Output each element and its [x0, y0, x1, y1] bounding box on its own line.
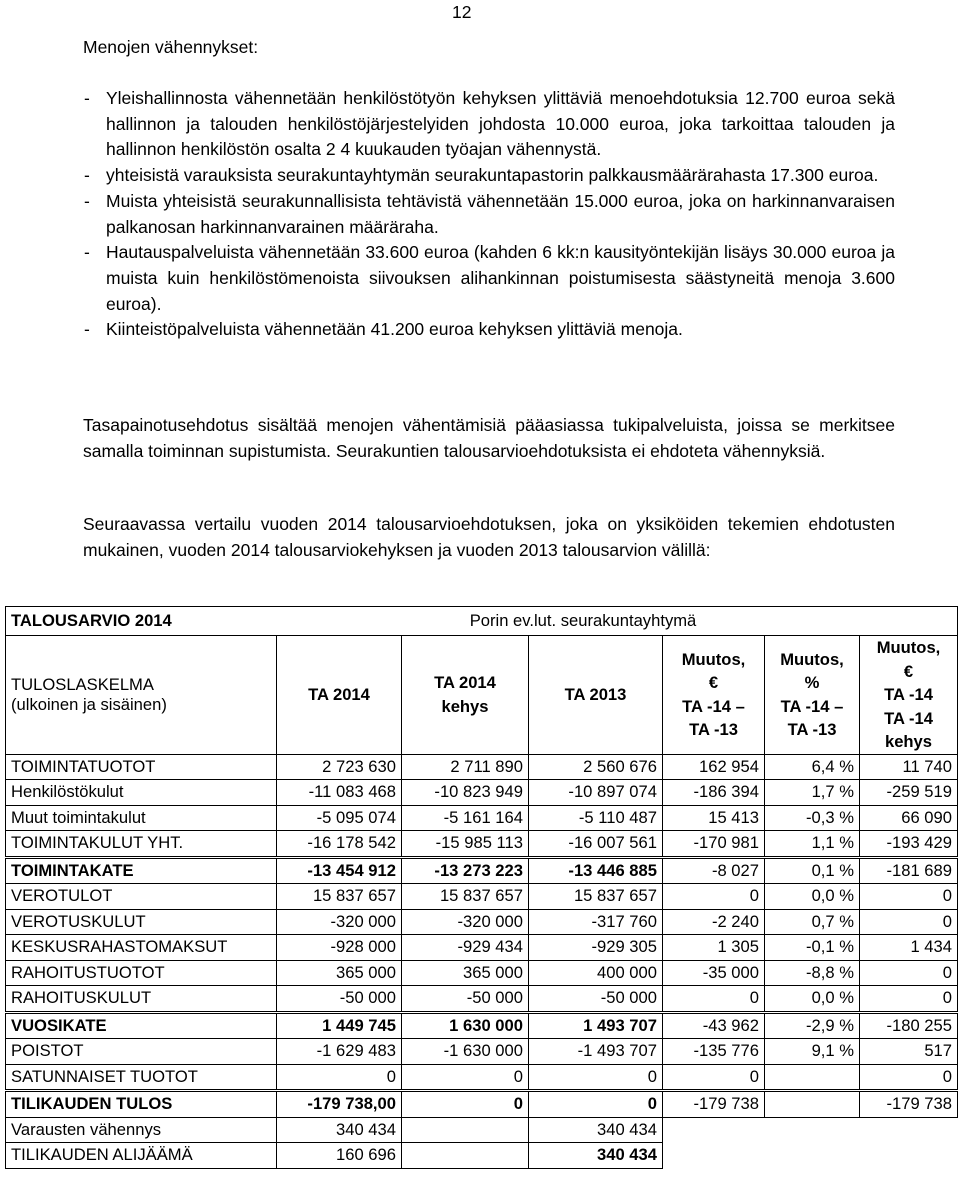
cell-ta2014: 0	[277, 1064, 402, 1091]
cell-ta2014-kehys: 1 630 000	[402, 1012, 529, 1039]
table-title-row	[6, 607, 958, 636]
table-row	[6, 780, 958, 806]
dash-bullet: -	[84, 190, 90, 211]
cell-change-eur: 0	[663, 1064, 765, 1091]
cell-change-kehys: 517	[860, 1039, 958, 1065]
row-label: SATUNNAISET TUOTOT	[6, 1064, 277, 1091]
cell-change-pct: -8,8 %	[765, 960, 860, 986]
empty-cell	[860, 607, 958, 636]
col-header-ta2014-kehys	[402, 636, 529, 755]
cell-ta2014: 2 723 630	[277, 754, 402, 780]
cell-ta2014-kehys: 365 000	[402, 960, 529, 986]
table-row	[6, 986, 958, 1013]
dash-bullet: -	[84, 165, 90, 186]
header-line: kehys	[441, 696, 489, 716]
section-heading: Menojen vähennykset:	[83, 37, 259, 57]
cell-change-kehys: 11 740	[860, 754, 958, 780]
header-line: €	[903, 661, 914, 681]
cell-ta2013: 2 560 676	[529, 754, 663, 780]
cell-ta2013: -5 110 487	[529, 805, 663, 831]
cell-ta2013: 15 837 657	[529, 884, 663, 910]
cell-change-pct: 0,0 %	[765, 884, 860, 910]
list-item-text: Kiinteistöpalveluista vähennetään 41.200 euroa kehyksen ylittäviä menoja.	[106, 319, 683, 340]
cell-ta2014: -13 454 912	[277, 857, 402, 884]
row-label: RAHOITUSKULUT	[6, 986, 277, 1013]
empty-cell	[765, 607, 860, 636]
cell-change-eur: -35 000	[663, 960, 765, 986]
cell-change-pct: -2,9 %	[765, 1012, 860, 1039]
table-title: TALOUSARVIO 2014	[6, 607, 277, 636]
budget-table	[5, 606, 958, 1169]
cell-ta2013: 1 493 707	[529, 1012, 663, 1039]
cell-change-kehys: -180 255	[860, 1012, 958, 1039]
table-row	[6, 1091, 958, 1118]
table-row	[6, 1039, 958, 1065]
list-item-text: Yleishallinnosta vähennetään henkilöstötyön kehyksen ylittäviä menoehdotuksia 12.700 euroa sekä hallinnon ja talouden henkilöstöjärjestelyiden johdosta 10.000 euroa, joka tarkoittaa talouden ja hallinnon henkilöstön osalta 2 4 kuukauden työajan vähennystä.	[106, 88, 895, 160]
header-line: Muutos,	[681, 649, 746, 669]
cell-ta2014: -16 178 542	[277, 831, 402, 858]
table-row	[6, 831, 958, 858]
row-label: TOIMINTAKULUT YHT.	[6, 831, 277, 858]
cell-change-eur: 15 413	[663, 805, 765, 831]
cell-change-pct: 1,7 %	[765, 780, 860, 806]
cell-ta2013: -317 760	[529, 909, 663, 935]
cell-change-eur: 162 954	[663, 754, 765, 780]
cell-ta2014-kehys: -15 985 113	[402, 831, 529, 858]
cell-change-pct	[765, 1064, 860, 1091]
cell-change-kehys: -179 738	[860, 1091, 958, 1118]
list-item	[83, 163, 895, 189]
list-item-text: Muista yhteisistä seurakunnallisista tehtävistä vähennetään 15.000 euroa, joka on harkinnanvaraisen palkanosan harkinnanvarainen määräraha.	[106, 190, 895, 237]
cell-ta2014: 160 696	[277, 1143, 402, 1169]
col-header-ta2014: TA 2014	[277, 636, 402, 755]
cell-change-pct	[765, 1117, 860, 1143]
cell-change-eur: 0	[663, 986, 765, 1013]
list-item	[83, 240, 895, 317]
cell-ta2014-kehys	[402, 1117, 529, 1143]
cell-change-kehys	[860, 1143, 958, 1169]
cell-change-kehys: 66 090	[860, 805, 958, 831]
cell-ta2013: 0	[529, 1091, 663, 1118]
comparison-intro-paragraph: Seuraavassa vertailu vuoden 2014 talousarvioehdotuksen, joka on yksiköiden tekemien ehdotusten mukainen, vuoden 2014 talousarviokehyksen ja vuoden 2013 talousarvion välillä:	[83, 514, 895, 560]
row-label: TILIKAUDEN ALIJÄÄMÄ	[6, 1143, 277, 1169]
header-line: TA -13	[689, 720, 738, 740]
cell-ta2014: -5 095 074	[277, 805, 402, 831]
cell-ta2013: -13 446 885	[529, 857, 663, 884]
cell-change-pct: 0,7 %	[765, 909, 860, 935]
cell-change-kehys: -259 519	[860, 780, 958, 806]
cell-change-eur: -2 240	[663, 909, 765, 935]
cell-ta2014-kehys: -929 434	[402, 935, 529, 961]
table-header-row	[6, 636, 958, 755]
cell-change-pct: 6,4 %	[765, 754, 860, 780]
dash-bullet: -	[84, 242, 90, 263]
cell-change-eur: -170 981	[663, 831, 765, 858]
row-label: TILIKAUDEN TULOS	[6, 1091, 277, 1118]
table-row	[6, 805, 958, 831]
cell-change-kehys: -193 429	[860, 831, 958, 858]
cell-ta2014-kehys: 0	[402, 1064, 529, 1091]
cell-change-pct: 9,1 %	[765, 1039, 860, 1065]
cell-change-kehys: 0	[860, 1064, 958, 1091]
row-label: VEROTULOT	[6, 884, 277, 910]
header-line: TA -14 –	[682, 696, 745, 716]
summary-paragraph: Tasapainotusehdotus sisältää menojen vähentämisiä pääasiassa tukipalveluista, joissa se merkitsee samalla toiminnan supistumista. Seurakuntien talousarvioehdotuksista ei ehdoteta vähennyksiä.	[83, 415, 895, 461]
page-number: 12	[452, 2, 472, 22]
header-line: Muutos,	[780, 649, 844, 669]
header-line: TA -14 –	[780, 696, 844, 716]
cell-ta2014: -320 000	[277, 909, 402, 935]
cell-change-eur: -135 776	[663, 1039, 765, 1065]
row-label: TOIMINTAKATE	[6, 857, 277, 884]
cell-ta2014: 340 434	[277, 1117, 402, 1143]
cell-change-pct: -0,1 %	[765, 935, 860, 961]
cell-ta2014-kehys: -1 630 000	[402, 1039, 529, 1065]
list-item	[83, 86, 895, 163]
row-label: POISTOT	[6, 1039, 277, 1065]
header-line: Muutos,	[876, 638, 941, 657]
cell-ta2014: -11 083 468	[277, 780, 402, 806]
table-row	[6, 1064, 958, 1091]
cell-change-eur	[663, 1143, 765, 1169]
header-line: TA -14	[884, 685, 933, 704]
row-label: RAHOITUSTUOTOT	[6, 960, 277, 986]
table-org: Porin ev.lut. seurakuntayhtymä	[402, 607, 765, 636]
col-header-change-kehys	[860, 636, 958, 755]
cell-change-kehys: 0	[860, 960, 958, 986]
cell-ta2014-kehys: -5 161 164	[402, 805, 529, 831]
header-line: %	[804, 673, 820, 693]
cell-change-eur	[663, 1117, 765, 1143]
cell-ta2014-kehys	[402, 1143, 529, 1169]
header-line: TA 2014	[434, 673, 496, 693]
cell-change-kehys: 0	[860, 986, 958, 1013]
cell-ta2014-kehys: -320 000	[402, 909, 529, 935]
row-label: Muut toimintakulut	[6, 805, 277, 831]
header-line: TA -14	[884, 708, 933, 728]
list-item	[83, 189, 895, 240]
cell-change-pct: 0,0 %	[765, 986, 860, 1013]
table-row	[6, 884, 958, 910]
table-row	[6, 909, 958, 935]
header-line: kehys	[884, 732, 933, 751]
cell-ta2014-kehys: 0	[402, 1091, 529, 1118]
cell-change-kehys: -181 689	[860, 857, 958, 884]
cell-change-kehys: 1 434	[860, 935, 958, 961]
table-row	[6, 857, 958, 884]
cell-ta2014: -928 000	[277, 935, 402, 961]
table-subtitle-line: TULOSLASKELMA	[11, 674, 154, 694]
reduction-list	[83, 86, 895, 343]
row-label: KESKUSRAHASTOMAKSUT	[6, 935, 277, 961]
cell-ta2013: 340 434	[529, 1117, 663, 1143]
cell-ta2014: -179 738,00	[277, 1091, 402, 1118]
table-row	[6, 1117, 958, 1143]
cell-ta2014: -1 629 483	[277, 1039, 402, 1065]
cell-ta2014-kehys: -50 000	[402, 986, 529, 1013]
row-label: Henkilöstökulut	[6, 780, 277, 806]
cell-ta2013: 0	[529, 1064, 663, 1091]
table-row	[6, 1012, 958, 1039]
cell-ta2014-kehys: -10 823 949	[402, 780, 529, 806]
table-body	[6, 754, 958, 1168]
cell-ta2013: -929 305	[529, 935, 663, 961]
header-line: €	[708, 673, 719, 693]
col-header-change-pct	[765, 636, 860, 755]
row-label: VUOSIKATE	[6, 1012, 277, 1039]
cell-change-pct: 1,1 %	[765, 831, 860, 858]
cell-change-eur: 0	[663, 884, 765, 910]
cell-ta2014: 1 449 745	[277, 1012, 402, 1039]
list-item-text: Hautauspalveluista vähennetään 33.600 euroa (kahden 6 kk:n kausityöntekijän lisäys 30.000 euroa ja muista kuin henkilöstömenoista siivouksen alihankinnan poistumisesta säästyneitä menoja 3.600 euroa).	[106, 242, 895, 314]
col-header-ta2013: TA 2013	[529, 636, 663, 755]
cell-change-eur: -179 738	[663, 1091, 765, 1118]
row-label: TOIMINTATUOTOT	[6, 754, 277, 780]
cell-change-pct	[765, 1091, 860, 1118]
cell-ta2014-kehys: 15 837 657	[402, 884, 529, 910]
header-line: TA -13	[787, 720, 837, 740]
list-item-text: yhteisistä varauksista seurakuntayhtymän seurakuntapastorin palkkausmäärärahasta 17.300 euroa.	[106, 165, 879, 186]
col-header-change-eur	[663, 636, 765, 755]
table-row	[6, 935, 958, 961]
table-row	[6, 1143, 958, 1169]
cell-change-eur: -43 962	[663, 1012, 765, 1039]
cell-ta2014-kehys: -13 273 223	[402, 857, 529, 884]
table-row	[6, 960, 958, 986]
table-subtitle-line: (ulkoinen ja sisäinen)	[11, 694, 167, 714]
cell-change-pct	[765, 1143, 860, 1169]
list-item	[83, 317, 895, 343]
cell-ta2014-kehys: 2 711 890	[402, 754, 529, 780]
cell-ta2014: 15 837 657	[277, 884, 402, 910]
cell-ta2013: 340 434	[529, 1143, 663, 1169]
cell-change-pct: -0,3 %	[765, 805, 860, 831]
cell-change-eur: -8 027	[663, 857, 765, 884]
cell-ta2013: -1 493 707	[529, 1039, 663, 1065]
cell-change-eur: -186 394	[663, 780, 765, 806]
cell-ta2013: -16 007 561	[529, 831, 663, 858]
cell-change-kehys	[860, 1117, 958, 1143]
empty-cell	[277, 607, 402, 636]
table-subtitle	[6, 636, 277, 755]
dash-bullet: -	[84, 88, 90, 108]
cell-change-kehys: 0	[860, 909, 958, 935]
cell-ta2013: 400 000	[529, 960, 663, 986]
cell-ta2013: -50 000	[529, 986, 663, 1013]
row-label: VEROTUSKULUT	[6, 909, 277, 935]
row-label: Varausten vähennys	[6, 1117, 277, 1143]
cell-ta2013: -10 897 074	[529, 780, 663, 806]
cell-ta2014: 365 000	[277, 960, 402, 986]
cell-change-eur: 1 305	[663, 935, 765, 961]
table-row	[6, 754, 958, 780]
cell-change-kehys: 0	[860, 884, 958, 910]
cell-change-pct: 0,1 %	[765, 857, 860, 884]
dash-bullet: -	[84, 319, 90, 340]
cell-ta2014: -50 000	[277, 986, 402, 1013]
